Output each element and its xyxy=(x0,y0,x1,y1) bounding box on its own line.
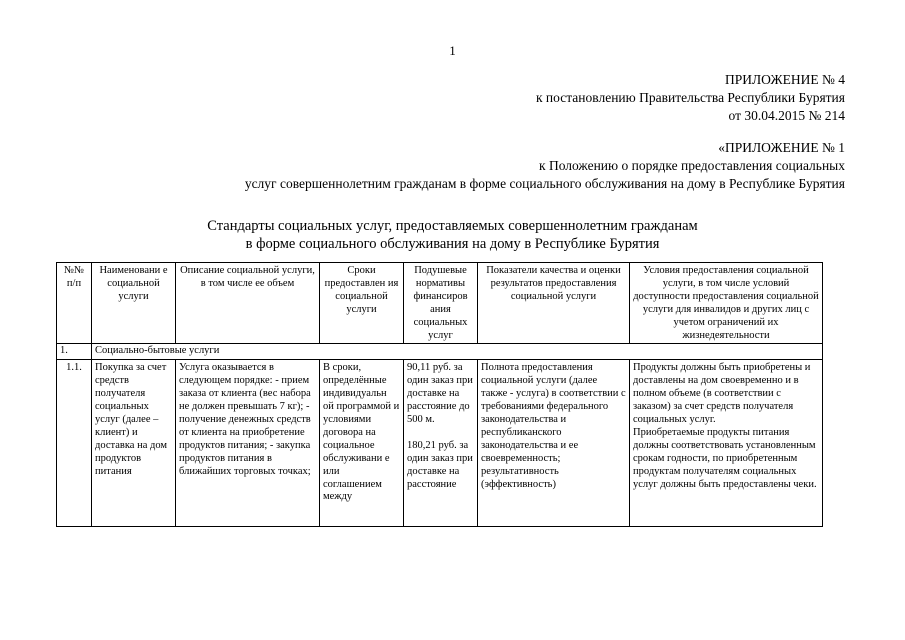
appendix-1-line2: к Положению о порядке предоставления социальных xyxy=(539,158,845,173)
conditions-expiry: Приобретаемые продукты питания должны соответствовать установленным срокам годности, по приобретенным продуктам получателям социальных услуг должны быть предоставлены чеки. xyxy=(633,426,817,490)
header-conditions: Условия предоставления социальной услуги, в том числе условий доступности предоставления социальной услуги для инвалидов и других лиц с учетом ограничений их жизнедеятельности xyxy=(630,263,823,344)
title-line-2: в форме социального обслуживания на дому в Республике Бурятия xyxy=(245,236,660,252)
row-service-name: Покупка за счет средств получателя социальных услуг (далее – клиент) и доставка на дом продуктов питания xyxy=(92,360,176,527)
norm-over-500m: 180,21 руб. за один заказ при доставке на расстояние xyxy=(407,439,473,490)
norm-500m: 90,11 руб. за один заказ при доставке на расстояние до 500 м. xyxy=(407,362,473,425)
section-label: Социально-бытовые услуги xyxy=(92,344,823,360)
header-norms: Подушевые нормативы финансиров ания социальных услуг xyxy=(404,263,478,344)
page-number: 1 xyxy=(449,43,456,58)
appendix-4-title: ПРИЛОЖЕНИЕ № 4 xyxy=(724,72,845,87)
row-num: 1.1. xyxy=(57,360,92,527)
section-row xyxy=(57,344,823,360)
standards-table xyxy=(56,262,823,527)
appendix-4-date: от 30.04.2015 № 214 xyxy=(728,108,845,123)
row-description: Услуга оказывается в следующем порядке: - прием заказа от клиента (вес набора не должен превышать 7 кг); - получение денежных средств от клиента на приобретение продуктов питания; - закупка продуктов питания в ближайших торговых точках; xyxy=(176,360,320,527)
appendix-4-block xyxy=(536,71,845,125)
appendix-4-resolution: к постановлению Правительства Республики Бурятия xyxy=(536,90,845,105)
row-conditions xyxy=(630,360,823,527)
table-row xyxy=(57,360,823,527)
appendix-1-title: «ПРИЛОЖЕНИЕ № 1 xyxy=(718,140,845,155)
title-line-1: Стандарты социальных услуг, предоставляемых совершеннолетним гражданам xyxy=(207,218,698,234)
section-num: 1. xyxy=(57,344,92,360)
header-terms: Сроки предоставлен ия социальной услуги xyxy=(320,263,404,344)
row-norms xyxy=(404,360,478,527)
header-num: №№ п/п xyxy=(57,263,92,344)
header-quality: Показатели качества и оценки результатов предоставления социальной услуги xyxy=(478,263,630,344)
document-title xyxy=(0,217,905,253)
appendix-1-block xyxy=(245,139,845,193)
header-name: Наименовани е социальной услуги xyxy=(92,263,176,344)
appendix-1-line3: услуг совершеннолетним гражданам в форме социального обслуживания на дому в Республике Бурятия xyxy=(244,176,845,191)
conditions-delivery: Продукты должны быть приобретены и доставлены на дом своевременно и в полном объеме (в соответствии с заказом) за счет средств получателя социальных услуг. xyxy=(633,362,811,425)
table-header-row xyxy=(57,263,823,344)
header-description: Описание социальной услуги, в том числе ее объем xyxy=(176,263,320,344)
row-quality: Полнота предоставления социальной услуги (далее также - услуга) в соответствии с требованиями федерального законодательства и республиканского законодательства и ее своевременность; результативность (эффективность) xyxy=(478,360,630,527)
row-terms: В сроки, определённые индивидуальн ой программой и условиями договора на социальное обслуживани е или соглашением между xyxy=(320,360,404,527)
